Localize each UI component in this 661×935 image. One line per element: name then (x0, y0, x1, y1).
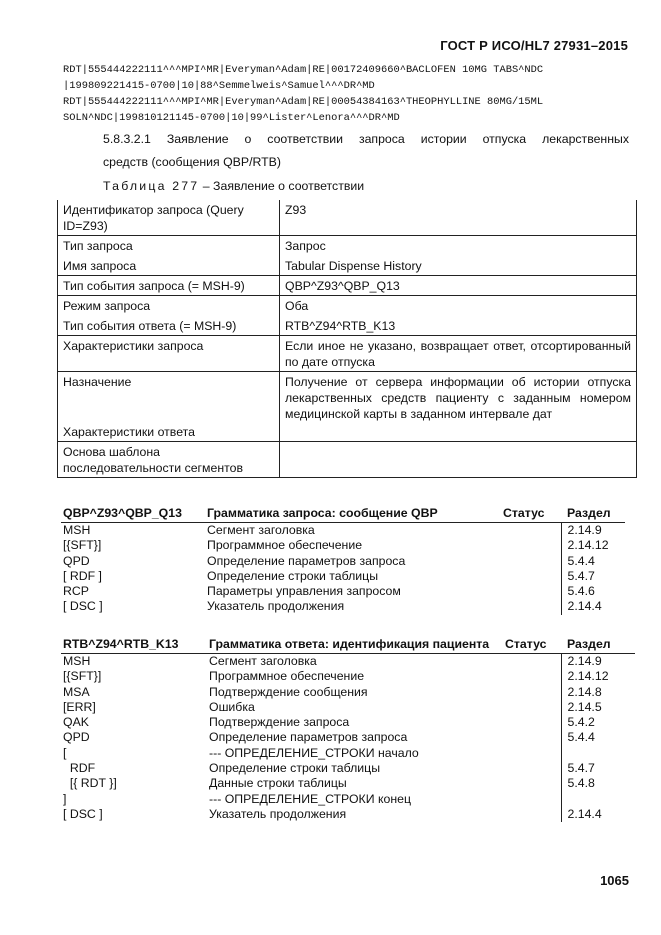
response-grammar-table (61, 637, 635, 822)
cell-value: Если иное не указано, возвращает ответ, отсортированный по дате отпуска (280, 336, 637, 372)
section-cell (561, 746, 635, 761)
desc-cell: Подтверждение сообщения (209, 684, 368, 699)
table-row (61, 569, 625, 584)
segment-cell: [ DSC ] (63, 599, 103, 614)
segment-cell: RDF (63, 761, 96, 776)
table-row (61, 730, 635, 745)
section-cell: 5.4.2 (561, 715, 635, 730)
label-line: Тип запроса (63, 239, 133, 253)
cell-value (280, 442, 637, 478)
segment-cell: [{ RDT }] (63, 776, 117, 791)
desc-cell: --- ОПРЕДЕЛЕНИЕ_СТРОКИ конец (209, 791, 411, 806)
col-header: Раздел (561, 637, 635, 654)
status-cell (503, 730, 561, 745)
table-row (58, 236, 637, 276)
segment-cell: QAK (63, 715, 89, 730)
status-cell (503, 715, 561, 730)
table-row (58, 276, 637, 296)
table-row (61, 776, 635, 791)
status-cell (503, 807, 561, 822)
table-row (58, 336, 637, 372)
section-cell: 2.14.8 (561, 685, 635, 700)
section-cell: 5.4.4 (561, 554, 625, 569)
status-cell (503, 685, 561, 700)
table-row (61, 523, 625, 539)
col-header: Грамматика запроса: сообщение QBP (205, 506, 501, 523)
conformance-table (57, 200, 637, 478)
status-cell (501, 584, 561, 599)
cell-label: Идентификатор запроса (Query ID=Z93) (58, 200, 280, 236)
cell-label: Основа шаблона последовательности сегментов (58, 442, 280, 478)
status-cell (501, 569, 561, 584)
label-line: Назначение (63, 375, 132, 389)
segment-cell: QPD (63, 730, 90, 745)
col-header: Грамматика ответа: идентификация пациента (207, 637, 503, 654)
section-number: 5.8.3.2.1 (103, 132, 151, 146)
cell-value: QBP^Z93^QBP_Q13 (280, 276, 637, 296)
segment-cell: QPD (63, 553, 90, 568)
section-text-1: Заявление о соответствии запроса истории отпуска лекарственных (166, 132, 629, 146)
section-cell: 2.14.4 (561, 599, 625, 614)
code-line-3: RDT|555444222111^^^MPI^MR|Everyman^Adam|RE|00054384163^THEOPHYLLINE 80MG/15ML (63, 96, 544, 108)
cell-value: Получение от сервера информации об истории отпуска лекарственных средств пациенту с заданным номером медицинской карты в заданном интервале дат (280, 372, 637, 442)
col-header: QBP^Z93^QBP_Q13 (61, 506, 205, 523)
status-cell (501, 538, 561, 553)
label-line: Режим запроса (63, 299, 151, 313)
label-line: Имя запроса (63, 259, 137, 273)
table-row (61, 654, 635, 670)
table-row (58, 200, 637, 236)
status-cell (503, 776, 561, 791)
cell-label (58, 296, 280, 336)
status-cell (501, 599, 561, 614)
table-row (61, 554, 625, 569)
section-cell: 5.4.7 (561, 761, 635, 776)
desc-cell: Ошибка (209, 699, 255, 714)
desc-cell: Параметры управления запросом (207, 584, 401, 599)
section-cell: 5.4.6 (561, 584, 625, 599)
section-cell: 5.4.7 (561, 569, 625, 584)
status-cell (503, 746, 561, 761)
segment-cell: MSH (63, 654, 91, 668)
desc-cell: Определение параметров запроса (209, 730, 408, 745)
desc-cell: Сегмент заголовка (209, 654, 317, 668)
status-cell (501, 523, 561, 539)
table-row (61, 669, 635, 684)
table-caption (103, 179, 364, 193)
table-row (61, 599, 625, 614)
table-row (61, 746, 635, 761)
desc-cell: Программное обеспечение (207, 538, 363, 553)
segment-cell: [ERR] (63, 699, 96, 714)
desc-cell: Определение строки таблицы (207, 568, 379, 583)
status-cell (503, 761, 561, 776)
col-header: Раздел (561, 506, 625, 523)
table-row (58, 372, 637, 442)
cell-value (280, 236, 637, 276)
code-line-2: |199809221415-0700|10|88^Semmelweis^Samuel^^^DR^MD (63, 80, 375, 92)
section-cell: 2.14.9 (561, 654, 635, 670)
status-cell (503, 669, 561, 684)
desc-cell: Программное обеспечение (209, 669, 365, 684)
desc-cell: Данные строки таблицы (209, 776, 347, 791)
page-number: 1065 (600, 873, 629, 888)
section-cell: 2.14.4 (561, 807, 635, 822)
cell-label: Тип события запроса (= MSH-9) (58, 276, 280, 296)
desc-cell: Сегмент заголовка (207, 523, 315, 537)
status-cell (503, 654, 561, 670)
cell-value: Z93 (280, 200, 637, 236)
cell-label: Характеристики запроса (58, 336, 280, 372)
table-row (61, 715, 635, 730)
table-row (61, 700, 635, 715)
code-line-1: RDT|555444222111^^^MPI^MR|Everyman^Adam|RE|00172409660^BACLOFEN 10MG TABS^NDC (63, 64, 544, 76)
status-cell (503, 792, 561, 807)
section-cell: 5.4.8 (561, 776, 635, 791)
caption-prefix: Таблица 277 (103, 179, 200, 193)
cell-label (58, 372, 280, 442)
segment-cell: RCP (63, 584, 89, 599)
table-row (61, 807, 635, 822)
status-cell (501, 554, 561, 569)
col-header: Статус (501, 506, 561, 523)
desc-cell: Подтверждение запроса (209, 715, 350, 730)
col-header: Статус (503, 637, 561, 654)
desc-cell: --- ОПРЕДЕЛЕНИЕ_СТРОКИ начало (209, 745, 419, 760)
table-row (61, 584, 625, 599)
label-line: Характеристики ответа (63, 425, 195, 439)
table-row (58, 442, 637, 478)
section-cell: 2.14.5 (561, 700, 635, 715)
segment-cell: MSA (63, 684, 90, 699)
desc-cell: Указатель продолжения (207, 599, 345, 614)
col-header: RTB^Z94^RTB_K13 (61, 637, 207, 654)
section-text-2: средств (сообщения QBP/RTB) (103, 155, 281, 169)
table-row (58, 296, 637, 336)
section-paragraph (103, 129, 629, 150)
segment-cell: ] (63, 791, 67, 806)
section-cell: 2.14.9 (561, 523, 625, 539)
table-header-row (61, 506, 625, 523)
segment-cell: [{SFT}] (63, 669, 102, 684)
desc-cell: Указатель продолжения (209, 806, 347, 821)
caption-dash: – (202, 179, 210, 193)
table-header-row (61, 637, 635, 654)
table-row (61, 538, 625, 553)
cell-value (280, 296, 637, 336)
segment-cell: [ RDF ] (63, 568, 102, 583)
segment-cell: [ DSC ] (63, 806, 103, 821)
document-header: ГОСТ Р ИСО/HL7 27931–2015 (440, 38, 628, 53)
cell-label (58, 236, 280, 276)
code-line-4: SOLN^NDC|199810121145-0700|10|99^Lister^Lenora^^^DR^MD (63, 112, 400, 124)
value-line: RTB^Z94^RTB_K13 (285, 319, 396, 333)
segment-cell: MSH (63, 523, 91, 537)
segment-cell: [ (63, 745, 67, 760)
status-cell (503, 700, 561, 715)
value-line: Оба (285, 299, 309, 313)
value-line: Запрос (285, 239, 326, 253)
section-cell: 2.14.12 (561, 669, 635, 684)
value-line: Tabular Dispense History (285, 259, 422, 273)
section-cell: 2.14.12 (561, 538, 625, 553)
label-line: Тип события ответа (= MSH-9) (63, 319, 237, 333)
table-row (61, 685, 635, 700)
caption-title: Заявление о соответствии (213, 179, 365, 193)
desc-cell: Определение параметров запроса (207, 553, 406, 568)
query-grammar-table (61, 506, 625, 615)
table-row (61, 792, 635, 807)
section-cell: 5.4.4 (561, 730, 635, 745)
section-cell (561, 792, 635, 807)
desc-cell: Определение строки таблицы (209, 761, 381, 776)
table-row (61, 761, 635, 776)
segment-cell: [{SFT}] (63, 538, 102, 553)
